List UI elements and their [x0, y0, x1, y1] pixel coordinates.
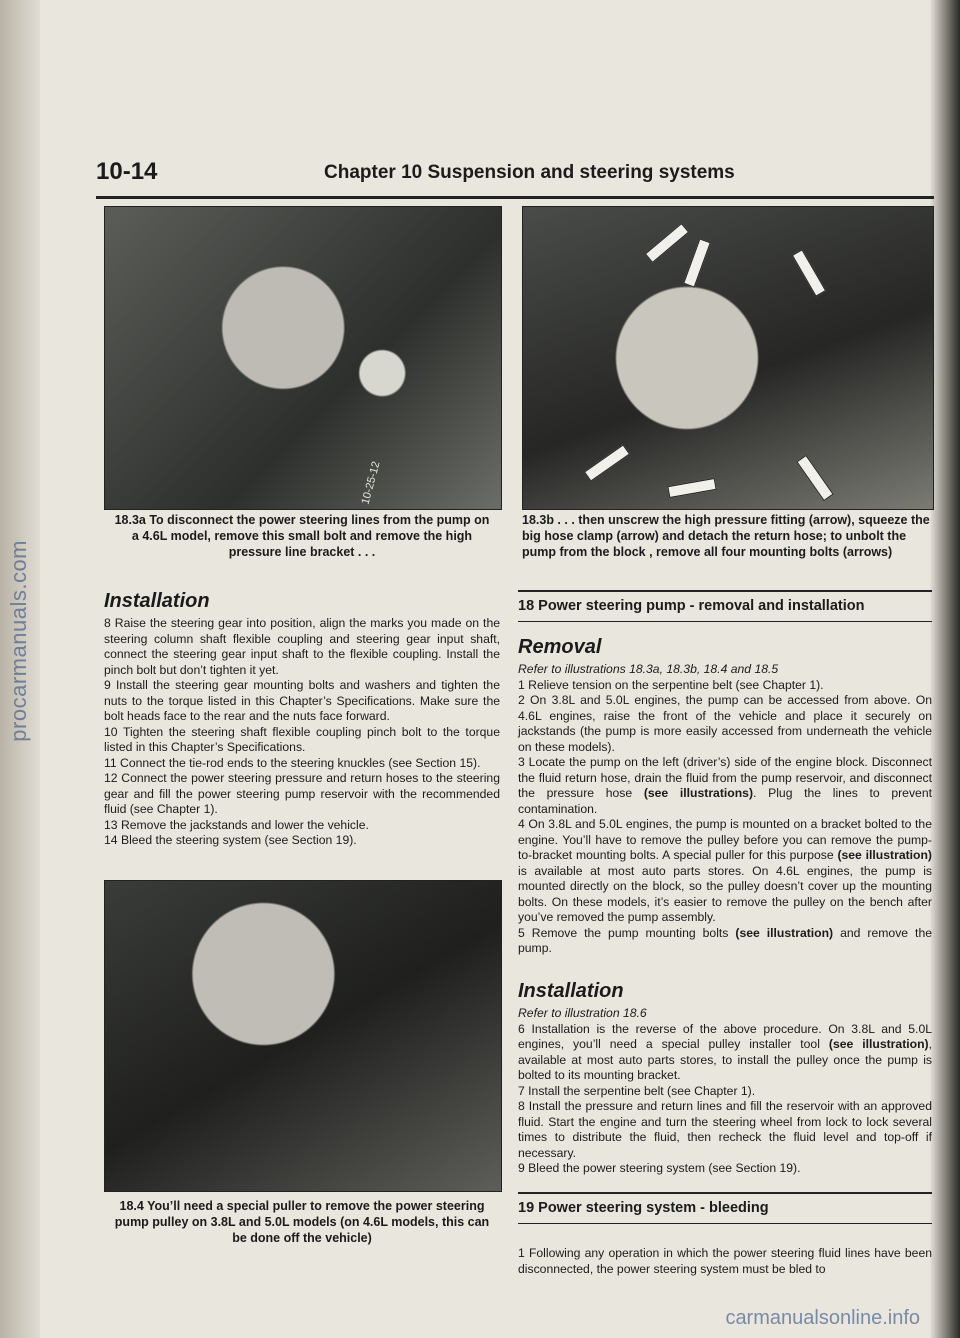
- photo-code: 10-25-12: [359, 460, 383, 506]
- installation-heading-left: Installation: [104, 590, 210, 612]
- installation-step-8: 8 Install the pressure and return lines and fill the reservoir with an approved fluid. Start the engine and turn the steering wheel from lock to lock several times to distribute the fluid, then recheck the fluid level and top-off if necessary.: [518, 1099, 932, 1160]
- arrow-icon: [645, 223, 689, 263]
- removal-step-5: 5 Remove the pump mounting bolts (see illustration) and remove the pump.: [518, 925, 932, 955]
- installation-step-6: 6 Installation is the reverse of the above procedure. On 3.8L and 5.0L engines, you’ll need a special pulley installer tool (see illustration), available at most auto parts stores, to install the pulley once the pump is bolted to its mounting bracket.: [518, 1021, 932, 1082]
- right-column-bleeding: [518, 1246, 932, 1277]
- removal-step-1: 1 Relieve tension on the serpentine belt (see Chapter 1).: [518, 677, 824, 692]
- installation-reference: Refer to illustration 18.6: [518, 1006, 647, 1020]
- removal-heading: Removal: [518, 636, 602, 658]
- photo-18-3b: [522, 206, 934, 510]
- arrow-icon: [667, 478, 716, 498]
- removal-step-2: 2 On 3.8L and 5.0L engines, the pump can be accessed from above. On 4.6L engines, raise the front of the vehicle and place it securely on jackstands (the pump is more easily accessed from underneath the vehicle on these models).: [518, 693, 932, 754]
- chapter-title: Chapter 10 Suspension and steering systems: [324, 162, 735, 183]
- paragraph-11: 11 Connect the tie-rod ends to the steering knuckles (see Section 15).: [104, 755, 481, 770]
- installation-step-7: 7 Install the serpentine belt (see Chapter 1).: [518, 1083, 756, 1098]
- arrow-icon: [792, 249, 826, 297]
- left-column-text: [104, 616, 500, 849]
- caption-18-3a: 18.3a To disconnect the power steering lines from the pump on a 4.6L model, remove this small bolt and remove the high pressure line bracket . . .: [114, 513, 490, 559]
- bottom-watermark: carmanualsonline.info: [725, 1307, 920, 1329]
- paragraph-10: 10 Tighten the steering shaft flexible coupling pinch bolt to the torque listed in this Chapter’s Specifications.: [104, 724, 500, 754]
- section-19-heading: 19 Power steering system - bleeding: [518, 1192, 932, 1224]
- paragraph-8: 8 Raise the steering gear into position, align the marks you made on the steering column shaft flexible coupling and steering gear input shaft, connect the steering gear input shaft to the flexible coupling. Install the pinch bolt but don’t tighten it yet.: [104, 616, 500, 677]
- paragraph-9: 9 Install the steering gear mounting bolts and washers and tighten the nuts to the torque listed in this Chapter’s Specifications. Make sure the bolt heads face to the rear and the nuts face forward.: [104, 678, 500, 723]
- paragraph-12: 12 Connect the power steering pressure and return hoses to the steering gear and fill the power steering pump reservoir with the recommended fluid (see Chapter 1).: [104, 771, 500, 816]
- arrow-icon: [584, 444, 630, 481]
- section-18-heading: 18 Power steering pump - removal and installation: [518, 590, 932, 622]
- page-number: 10-14: [96, 158, 158, 185]
- paragraph-14: 14 Bleed the steering system (see Section 19).: [104, 833, 357, 847]
- right-column-installation: [518, 1006, 932, 1177]
- caption-18-3b: 18.3b . . . then unscrew the high pressure fitting (arrow), squeeze the big hose clamp (arrow) and detach the return hose; to unbolt the pump from the block , remove all four mounting bolts (arrows): [522, 513, 930, 559]
- removal-reference: Refer to illustrations 18.3a, 18.3b, 18.4 and 18.5: [518, 662, 779, 676]
- photo-18-4: [104, 880, 502, 1192]
- removal-step-4: 4 On 3.8L and 5.0L engines, the pump is mounted on a bracket bolted to the engine. You’ll have to remove the pulley before you can remove the pump-to-bracket mounting bolts. A special puller for this purpose (see illustration) is available at most auto parts stores. On 4.6L engines, the pump is mounted directly on the block, so the pulley doesn’t cover up the mounting bolts. On these models, it’s easier to remove the pulley on the bench after you’ve removed the pump assembly.: [518, 817, 932, 924]
- photo-18-3a: [104, 206, 502, 510]
- caption-18-4: 18.4 You’ll need a special puller to remove the power steering pump pulley on 3.8L and 5.0L models (on 4.6L models, this can be done off the vehicle): [114, 1199, 490, 1245]
- installation-step-9: 9 Bleed the power steering system (see Section 19).: [518, 1161, 801, 1175]
- paragraph-13: 13 Remove the jackstands and lower the vehicle.: [104, 817, 369, 832]
- page-header: [96, 156, 934, 199]
- bleeding-step-1: 1 Following any operation in which the power steering fluid lines have been disconnected, the power steering system must be bled to: [518, 1246, 932, 1276]
- arrow-icon: [683, 238, 711, 287]
- removal-step-3: 3 Locate the pump on the left (driver’s) side of the engine block. Disconnect the fluid return hose, drain the fluid from the pump reservoir, and disconnect the pressure hose (see illustrations). Plug the lines to prevent contamination.: [518, 755, 932, 816]
- right-column-removal: [518, 662, 932, 957]
- installation-heading-right: Installation: [518, 980, 624, 1002]
- side-watermark: procarmanuals.com: [6, 540, 31, 742]
- page-edge-right: [930, 0, 960, 1338]
- arrow-icon: [796, 455, 833, 501]
